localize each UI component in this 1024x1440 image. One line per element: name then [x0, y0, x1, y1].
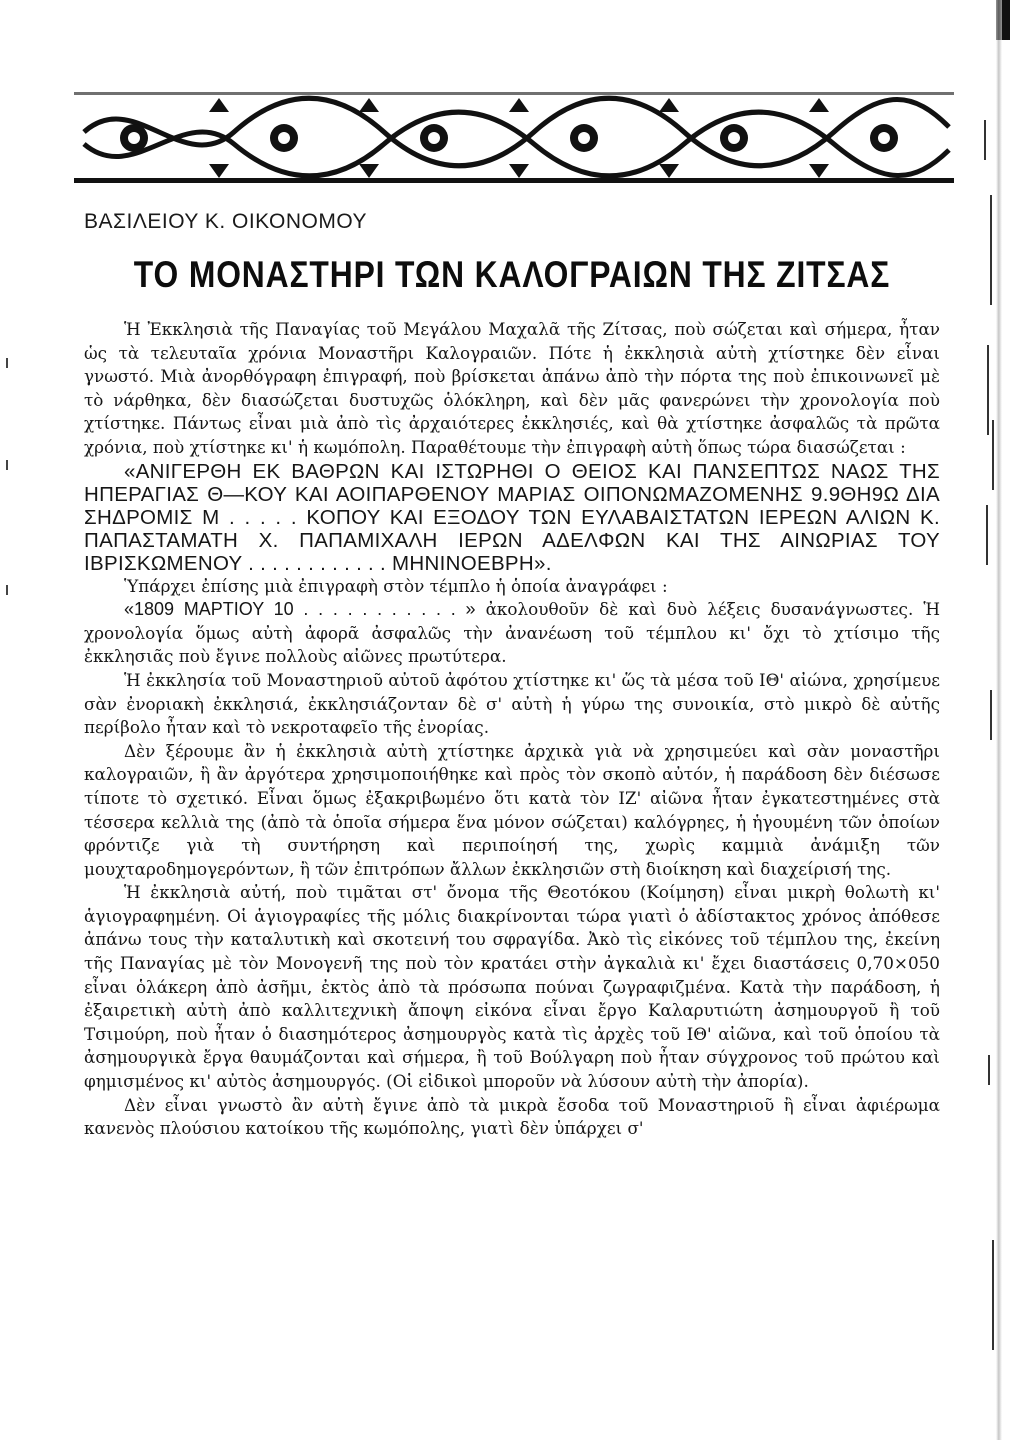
paragraph-intro: Ἡ Ἐκκλησιὰ τῆς Παναγίας τοῦ Μεγάλου Μαχαλᾶ τῆς Ζίτσας, ποὺ σώζεται καὶ σήμερα, ἦταν ὡς τὰ τελευταῖα χρόνια Μοναστῆρι Καλογραιῶν. Πότε ἡ ἐκκλησιὰ αὐτὴ χτίστηκε δὲν εἶναι γνωστό. Μιὰ ἀνορθόγραφη ἐπιγραφή, ποὺ βρίσκεται ἀπάνω ἀπὸ τὴν πόρτα της ποὺ ἐπικοινωνεῖ μὲ τὸ νάρθηκα, δὲν διασώζεται δυστυχῶς ὁλόκληρη, καὶ δὲν μᾶς φανερώνει τὴν χρονολογία ποὺ χτίστηκε. Πάντως εἶναι μιὰ ἀπὸ τὶς ἀρχαιότερες ἐκκλησιές, καὶ θὰ χτίστηκε ἀσφαλῶς τὰ πρῶτα χρόνια, ποὺ χτίστηκε κι' ἡ κωμόπολη. Παραθέτουμε τὴν ἐπιγραφὴ αὐτὴ ὅπως τώρα διασώζεται :	[84, 319, 940, 457]
paragraph-templo: Ὑπάρχει ἐπίσης μιὰ ἐπιγραφὴ στὸν τέμπλο ἡ ὁποία ἀναγράφει :	[124, 575, 668, 596]
paragraph-icons: Ἡ ἐκκλησιὰ αὐτή, ποὺ τιμᾶται στ' ὄνομα τῆς Θεοτόκου (Κοίμηση) εἶναι μικρὴ θολωτὴ κι' ἁγιογραφημένη. Οἱ ἁγιογραφίες τῆς μόλις διακρίνονται τώρα γιατὶ ὁ ἀδίστακτος χρόνος ἀπόθεσε ἀπάνω τους τὴν καταλυτικὴ καὶ σκοτεινή του σφραγίδα. Ἀκὸ τὶς εἰκόνες τοῦ τέμπλου της, ἐκείνη τῆς Παναγίας μὲ τὸν Μονογενῆ της ποὺ τὸν κρατάει στὴν ἀγκαλιὰ κι' ἔχει διαστάσεις 0,70×050 εἶναι ὁλάκερη ἀπὸ ἀσῆμι, ἐκτὸς ἀπὸ τὰ πρόσωπα πούναι ζωγραφιζμένα. Κατὰ τὴν παράδοση, ἡ ἐξαιρετικὴ αὐτὴ ἀπὸ καλλιτεχνικὴ ἄποψη εἰκόνα εἶναι ἔργο Καλαρυτιώτη ἀσημουργοῦ ἢ τοῦ Τσιμούρη, ποὺ ἦταν ὁ διασημότερος ἀσημουργὸς κατὰ τὶς ἀρχὲς τοῦ ΙΘ' αἰῶνα, καὶ τοῦ ὁποίου τὰ ἀσημουργικὰ ἔργα θαυμάζονται καὶ σήμερα, ἢ τοῦ Βούλγαρη ποὺ ἦταν σύγχρονος τοῦ πρώτου καὶ φημισμένος κι' αὐτὸς ἀσημουργός. (Οἱ εἰδικοὶ μποροῦν νὰ λύσουν αὐτὴ τὴν ἀπορία).	[84, 882, 940, 1092]
paragraph-date	[84, 598, 940, 669]
article-body	[84, 318, 940, 1141]
inscription-text: «ΑΝΙΓΕΡΘΗ ΕΚ ΒΑΘΡΩΝ ΚΑΙ ΙΣΤΩΡΗΘΙ Ο ΘΕΙΟΣ ΚΑΙ ΠΑΝΣΕΠΤΩΣ ΝΑΩΣ ΤΗΣ ΗΠΕΡΑΓΙΑΣ Θ—ΚΟΥ ΚΑΙ ΑΟΙΠΑΡΘΕΝΟΥ ΜΑΡΙΑΣ ΟΙΠΟΝΩΜΑΖΟΜΕΝΗΣ 9.9ΘΗ9Ω ΔΙΑ ΣΗΔΡΟΜΙΣ Μ . . . . . ΚΟΠΟΥ ΚΑΙ ΕΞΟΔΟΥ ΤΩΝ ΕΥΛΑΒΑΙΣΤΑΤΩΝ ΙΕΡΕΩΝ ΑΛΙΩΝ Κ. ΠΑΠΑΣΤΑΜΑΤΗ Χ. ΠΑΠΑΜΙΧΑΛΗ ΙΕΡΩΝ ΑΔΕΛΦΩΝ ΚΑΙ ΤΗΣ ΑΙΝΩΡΙΑΣ ΤΟΥ ΙΒΡΙΣΚΩΜΕΝΟΥ . . . . . . . . . . . . ΜΗΝΙΝΟΕΒΡΗ».	[84, 459, 940, 575]
scan-edge-shadow	[996, 0, 1002, 1440]
article-title: ΤΟ ΜΟΝΑΣΤΗΡΙ ΤΩΝ ΚΑΛΟΓΡΑΙΩΝ ΤΗΣ ΖΙΤΣΑΣ	[133, 254, 891, 295]
left-margin-marks	[6, 300, 12, 1400]
paragraph-date-text: ἀκολουθοῦν δὲ καὶ δυὸ λέξεις δυσανάγνωστες. Ἡ χρονολογία ὅμως αὐτὴ ἀφορᾶ ἀσφαλῶς τὴν ἀνανέωση τοῦ τέμπλου κι' ὄχι τὸ χτίσιμο τῆς ἐκκλησιᾶς ποὺ ἔγινε πολλοὺς αἰῶνες πρωτύτερα.	[84, 599, 941, 667]
decorative-floral-band-icon	[74, 92, 954, 186]
author-name: ΒΑΣΙΛΕΙΟΥ Κ. ΟΙΚΟΝΟΜΟΥ	[84, 210, 368, 233]
paragraph-parish: Ἡ ἐκκλησία τοῦ Μοναστηριοῦ αὐτοῦ ἀφότου χτίστηκε κι' ὥς τὰ μέσα τοῦ ΙΘ' αἰώνα, χρησίμευε σὰν ἐνοριακὴ ἐκκλησιά, ἐκκλησιάζονταν δὲ σ' αὐτὴ ἡ γύρω της συνοικία, στὸ μικρὸ δὲ αὐτῆς περίβολο ἦταν καὶ τὸ νεκροταφεῖο τῆς ἐνορίας.	[84, 669, 940, 738]
paragraph-nunnery: Δὲν ξέρουμε ἂν ἡ ἐκκλησιὰ αὐτὴ χτίστηκε ἀρχικὰ γιὰ νὰ χρησιμεύει καὶ σὰν μοναστῆρι καλογραιῶν, ἢ ἂν ἀργότερα χρησιμοποιήθηκε καὶ πρὸς τὸν σκοπὸ αὐτόν, ἡ παράδοση δὲν διέσωσε τίποτε τὸ σχετικό. Εἶναι ὅμως ἐξακριβωμένο ὅτι κατὰ τὸν ΙΖ' αἰῶνα ἦταν ἐγκατεστημένες στὰ τέσσερα κελλιὰ της (ἀπὸ τὰ ὁποῖα σήμερα ἕνα μόνον σώζεται) καλόγρηες, ἡ ἡγουμένη τῶν ὁποίων φρόντιζε γιὰ τὴ συντήρηση καὶ περιποίησή της, χωρὶς καμμιὰ ἀνάμιξη τῶν μουχταροδημογερόντων, ἢ τῶν ἐπιτρόπων ἄλλων ἐκκλησιῶν στὴ διοίκηση καὶ διαχείρισή της.	[84, 740, 940, 879]
paragraph-donation: Δὲν εἶναι γνωστὸ ἂν αὐτὴ ἔγινε ἀπὸ τὰ μικρὰ ἔσοδα τοῦ Μοναστηριοῦ ἢ εἶναι ἀφιέρωμα κανενὸς πλούσιου κατοίκου τῆς κωμόπολης, γιατὶ δὲν ὑπάρχει σ'	[84, 1094, 940, 1139]
date-inscription: «1809 ΜΑΡΤΙΟΥ 10 . . . . . . . . . . . »	[124, 599, 476, 620]
